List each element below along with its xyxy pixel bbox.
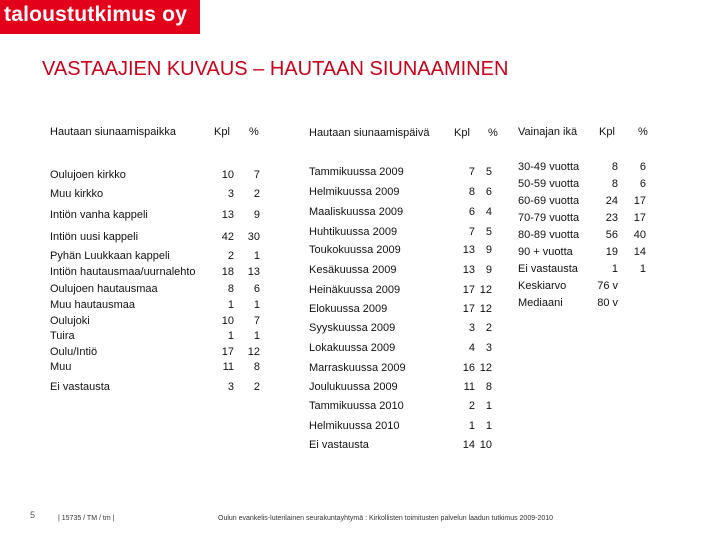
day-row-kpl: 17 <box>462 303 475 315</box>
age-row-kpl: 19 <box>605 246 618 258</box>
age-row-label: Mediaani <box>518 297 563 309</box>
place-row-pct: 8 <box>253 361 260 373</box>
age-row-pct: 17 <box>633 212 646 224</box>
day-row-label: Helmikuussa 2009 <box>309 186 400 198</box>
day-row-kpl: 16 <box>462 362 475 374</box>
age-row-pct: 6 <box>639 161 646 173</box>
day-row-pct: 12 <box>479 284 492 296</box>
age-pct-header: % <box>638 126 648 138</box>
day-row-pct: 2 <box>485 322 492 334</box>
day-row-label: Lokakuussa 2009 <box>309 342 396 354</box>
day-row-pct: 12 <box>479 303 492 315</box>
place-row-label: Intiön uusi kappeli <box>50 231 139 243</box>
day-row-pct: 9 <box>485 244 492 256</box>
place-row-label: Muu kirkko <box>50 188 104 200</box>
age-header: Vainajan ikä <box>518 126 578 138</box>
page-title: VASTAAJIEN KUVAUS – HAUTAAN SIUNAAMINEN <box>42 58 509 80</box>
day-row-label: Huhtikuussa 2009 <box>309 226 398 238</box>
day-row-label: Ei vastausta <box>309 439 369 451</box>
age-row-kpl: 23 <box>605 212 618 224</box>
source-note: Oulun evankelis-luterilainen seurakuntayhtymä : Kirkollisten toimitusten palvelun laadun tutkimus 2009-2010 <box>218 515 554 522</box>
day-row-pct: 5 <box>485 166 492 178</box>
place-row-pct: 6 <box>253 283 260 295</box>
place-row-pct: 1 <box>253 299 260 311</box>
day-row-kpl: 2 <box>468 400 475 412</box>
day-row-pct: 9 <box>485 264 492 276</box>
place-row-pct: 12 <box>247 346 260 358</box>
age-row-label: 70-79 vuotta <box>518 212 580 224</box>
age-row-pct: 6 <box>639 178 646 190</box>
place-row-label: Intiön hautausmaa/uurnalehto <box>50 266 196 278</box>
age-row-pct: 40 <box>633 229 646 241</box>
place-row-kpl: 13 <box>221 209 234 221</box>
day-row-kpl: 13 <box>462 244 475 256</box>
place-row-label: Oulu/Intiö <box>50 346 98 358</box>
place-row-kpl: 3 <box>227 381 234 393</box>
place-row-pct: 30 <box>247 231 260 243</box>
day-row-kpl: 6 <box>468 206 475 218</box>
age-row-kpl: 80 v <box>597 297 618 309</box>
day-row-kpl: 17 <box>462 284 475 296</box>
age-row-label: 80-89 vuotta <box>518 229 580 241</box>
day-row-label: Tammikuussa 2009 <box>309 166 404 178</box>
place-row-pct: 1 <box>253 330 260 342</box>
day-row-label: Heinäkuussa 2009 <box>309 284 401 296</box>
day-table <box>309 0 509 540</box>
age-row-kpl: 76 v <box>597 280 618 292</box>
place-row-kpl: 1 <box>227 299 234 311</box>
place-row-kpl: 17 <box>221 346 234 358</box>
day-row-pct: 3 <box>485 342 492 354</box>
day-row-pct: 1 <box>485 400 492 412</box>
place-kpl-header: Kpl <box>214 126 230 138</box>
age-row-label: 50-59 vuotta <box>518 178 580 190</box>
day-row-kpl: 4 <box>468 342 475 354</box>
day-pct-header: % <box>488 127 498 139</box>
place-row-label: Oulujoki <box>50 315 90 327</box>
day-row-pct: 8 <box>485 381 492 393</box>
place-row-label: Pyhän Luukkaan kappeli <box>50 250 170 262</box>
age-kpl-header: Kpl <box>599 126 615 138</box>
day-row-kpl: 1 <box>468 420 475 432</box>
place-row-label: Tuira <box>50 330 75 342</box>
page-number: 5 <box>30 510 36 520</box>
place-header: Hautaan siunaamispaikka <box>50 126 176 138</box>
age-row-kpl: 1 <box>611 263 618 275</box>
place-row-kpl: 2 <box>227 250 234 262</box>
day-row-pct: 1 <box>485 420 492 432</box>
age-row-label: 90 + vuotta <box>518 246 573 258</box>
age-row-label: Ei vastausta <box>518 263 578 275</box>
place-row-pct: 1 <box>253 250 260 262</box>
day-row-label: Helmikuussa 2010 <box>309 420 400 432</box>
age-row-pct: 14 <box>633 246 646 258</box>
day-row-label: Syyskuussa 2009 <box>309 322 396 334</box>
day-row-pct: 6 <box>485 186 492 198</box>
place-row-pct: 2 <box>253 381 260 393</box>
day-row-label: Kesäkuussa 2009 <box>309 264 397 276</box>
place-row-kpl: 10 <box>221 315 234 327</box>
day-row-label: Elokuussa 2009 <box>309 303 388 315</box>
day-row-kpl: 8 <box>468 186 475 198</box>
report-code: | 15735 / TM / tm | <box>58 515 115 522</box>
day-row-label: Marraskuussa 2009 <box>309 362 406 374</box>
day-row-kpl: 14 <box>462 439 475 451</box>
day-row-kpl: 3 <box>468 322 475 334</box>
day-header: Hautaan siunaamispäivä <box>309 127 430 139</box>
place-row-pct: 2 <box>253 188 260 200</box>
day-row-pct: 4 <box>485 206 492 218</box>
day-row-pct: 12 <box>479 362 492 374</box>
age-row-kpl: 8 <box>611 178 618 190</box>
place-row-pct: 7 <box>253 315 260 327</box>
day-row-kpl: 11 <box>463 381 475 393</box>
day-row-kpl: 7 <box>468 166 475 178</box>
day-row-pct: 10 <box>479 439 492 451</box>
place-row-kpl: 8 <box>227 283 234 295</box>
place-row-label: Muu hautausmaa <box>50 299 135 311</box>
place-row-pct: 7 <box>253 169 260 181</box>
age-row-label: Keskiarvo <box>518 280 567 292</box>
place-row-kpl: 42 <box>221 231 234 243</box>
age-row-kpl: 24 <box>605 195 618 207</box>
day-row-kpl: 7 <box>468 226 475 238</box>
place-row-kpl: 11 <box>222 361 234 373</box>
age-row-label: 60-69 vuotta <box>518 195 580 207</box>
place-pct-header: % <box>249 126 259 138</box>
day-kpl-header: Kpl <box>454 127 470 139</box>
age-row-label: 30-49 vuotta <box>518 161 580 173</box>
place-row-kpl: 10 <box>221 169 234 181</box>
day-row-label: Toukokuussa 2009 <box>309 244 401 256</box>
age-row-kpl: 8 <box>611 161 618 173</box>
place-row-kpl: 18 <box>221 266 234 278</box>
place-row-pct: 9 <box>253 209 260 221</box>
day-row-label: Maaliskuussa 2009 <box>309 206 404 218</box>
place-row-label: Ei vastausta <box>50 381 110 393</box>
place-row-pct: 13 <box>247 266 260 278</box>
age-row-pct: 17 <box>633 195 646 207</box>
place-table <box>50 0 270 540</box>
day-row-kpl: 13 <box>462 264 475 276</box>
place-row-kpl: 1 <box>227 330 234 342</box>
place-row-label: Muu <box>50 361 72 373</box>
place-row-label: Oulujoen hautausmaa <box>50 283 158 295</box>
age-row-pct: 1 <box>639 263 646 275</box>
day-row-label: Tammikuussa 2010 <box>309 400 404 412</box>
brand-logo-text: taloustutkimus oy <box>4 3 188 26</box>
age-row-kpl: 56 <box>605 229 618 241</box>
day-row-label: Joulukuussa 2009 <box>309 381 398 393</box>
place-row-label: Intiön vanha kappeli <box>50 209 148 221</box>
place-row-label: Oulujoen kirkko <box>50 169 126 181</box>
place-row-kpl: 3 <box>227 188 234 200</box>
age-table <box>518 0 658 540</box>
day-row-pct: 5 <box>485 226 492 238</box>
